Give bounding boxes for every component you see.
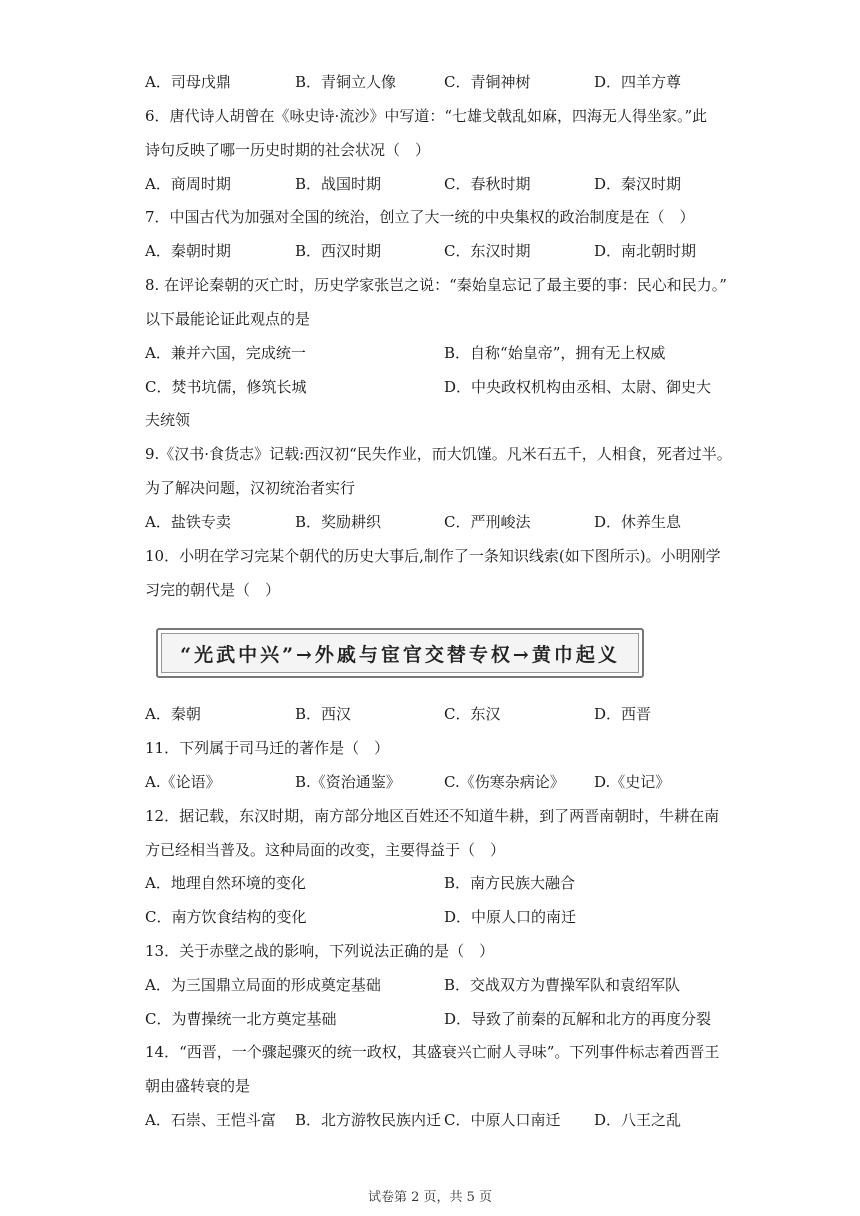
q12-option-d: D．中原人口的南迁 [444,908,577,926]
q11-option-d: D.《史记》 [594,773,671,791]
q5-option-c: C．青铜神树 [444,73,531,91]
page-footer: 试卷第 2 页，共 5 页 [367,1190,493,1205]
q10-option-c: C．东汉 [444,705,501,723]
q13-option-c: C．为曹操统一北方奠定基础 [145,1010,337,1028]
q8-option-d: D．中央政权机构由丞相、太尉、御史大 [444,378,712,396]
q10-timeline-image [156,628,644,678]
q9-option-d: D．休养生息 [594,513,682,531]
q8-stem-line-2: 以下最能论证此观点的是 [145,310,311,328]
q6-option-d: D．秦汉时期 [594,175,682,193]
q11-stem-line-1: 11．下列属于司马迁的著作是（ ） [145,739,390,757]
q6-option-b: B．战国时期 [295,175,382,193]
q14-stem-line-1: 14．“西晋，一个骤起骤灭的统一政权，其盛衰兴亡耐人寻味”。下列事件标志着西晋王 [145,1043,720,1061]
q12-option-b: B．南方民族大融合 [444,874,576,892]
q8-option-d-continued: 夫统领 [145,411,191,429]
q13-option-a: A．为三国鼎立局面的形成奠定基础 [145,976,381,994]
q9-stem-line-1: 9.《汉书·食货志》记载:西汉初“民失作业，而大饥馑。凡米石五千，人相食，死者过半。 [145,445,732,463]
q9-option-b: B．奖励耕织 [295,513,382,531]
q6-stem-line-2: 诗句反映了哪一历史时期的社会状况（ ） [145,141,431,159]
q11-option-c: C.《伤寒杂病论》 [444,773,565,791]
q11-option-b: B.《资治通鉴》 [295,773,401,791]
q7-option-c: C．东汉时期 [444,242,531,260]
q14-option-d: D．八王之乱 [594,1111,682,1129]
q7-option-b: B．西汉时期 [295,242,382,260]
q10-stem-line-1: 10．小明在学习完某个朝代的历史大事后,制作了一条知识线索(如下图所示)。小明刚学 [145,547,721,565]
q11-option-a: A.《论语》 [145,773,221,791]
q6-stem-line-1: 6．唐代诗人胡曾在《咏史诗·流沙》中写道：“七雄戈戟乱如麻，四海无人得坐家。”此 [145,107,708,125]
q13-stem-line-1: 13．关于赤壁之战的影响，下列说法正确的是（ ） [145,942,495,960]
q12-option-a: A．地理自然环境的变化 [145,874,306,892]
q13-option-d: D．导致了前秦的瓦解和北方的再度分裂 [444,1010,712,1028]
q8-option-c: C．焚书坑儒，修筑长城 [145,378,307,396]
q14-stem-line-2: 朝由盛转衰的是 [145,1077,251,1095]
q6-option-a: A．商周时期 [145,175,231,193]
q7-stem-line-1: 7．中国古代为加强对全国的统治，创立了大一统的中央集权的政治制度是在（ ） [145,208,695,226]
q8-option-b: B．自称“始皇帝”，拥有无上权威 [444,344,666,362]
q5-option-d: D．四羊方尊 [594,73,682,91]
q10-stem-line-2: 习完的朝代是（ ） [145,581,281,599]
q12-stem-line-1: 12．据记载，东汉时期，南方部分地区百姓还不知道牛耕，到了两晋南朝时，牛耕在南 [145,807,720,825]
q8-stem-line-1: 8. 在评论秦朝的灭亡时，历史学家张岂之说：“秦始皇忘记了最主要的事：民心和民力。” [145,276,727,294]
q7-option-d: D．南北朝时期 [594,242,697,260]
q9-option-a: A．盐铁专卖 [145,513,231,531]
q6-option-c: C．春秋时期 [444,175,531,193]
q13-option-b: B．交战双方为曹操军队和袁绍军队 [444,976,681,994]
q14-option-a: A．石崇、王恺斗富 [145,1111,276,1129]
q14-option-b: B．北方游牧民族内迁 [295,1111,442,1129]
q10-option-a: A．秦朝 [145,705,201,723]
q10-option-d: D．西晋 [594,705,652,723]
q12-stem-line-2: 方已经相当普及。这种局面的改变，主要得益于（ ） [145,841,506,859]
q5-option-b: B．青铜立人像 [295,73,397,91]
q12-option-c: C．南方饮食结构的变化 [145,908,307,926]
q9-option-c: C．严刑峻法 [444,513,531,531]
q9-stem-line-2: 为了解决问题，汉初统治者实行 [145,479,356,497]
q8-option-a: A．兼并六国，完成统一 [145,344,306,362]
q5-option-a: A．司母戊鼎 [145,73,231,91]
q14-option-c: C．中原人口南迁 [444,1111,561,1129]
q10-option-b: B．西汉 [295,705,352,723]
q7-option-a: A．秦朝时期 [145,242,231,260]
q10-timeline-text: “光武中兴”→外戚与宦官交替专权→黄巾起义 [180,643,620,666]
